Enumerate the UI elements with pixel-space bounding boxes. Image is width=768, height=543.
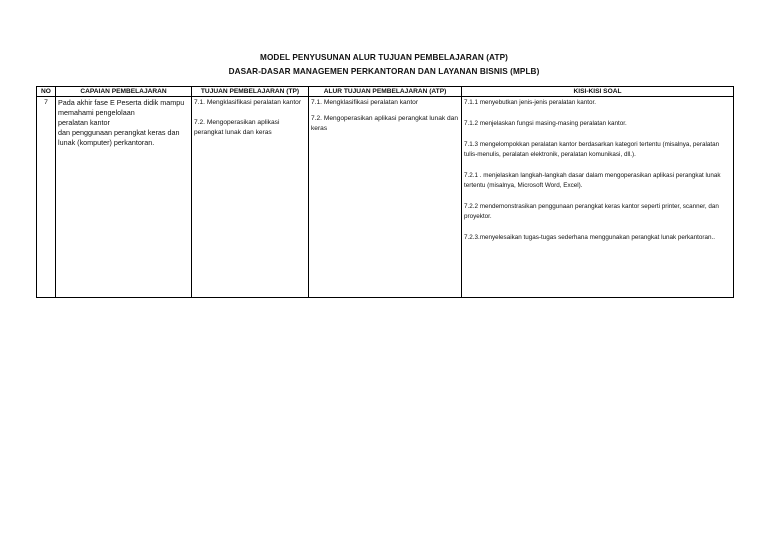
capaian-text-2: peralatan kantor xyxy=(58,118,110,127)
kisi-item-2: 7.1.2 menjelaskan fungsi masing-masing peralatan kantor. xyxy=(464,120,627,127)
cell-alur xyxy=(309,97,462,298)
cell-tujuan xyxy=(192,97,309,298)
table-row xyxy=(37,97,734,298)
tujuan-item-1: 7.1. Mengklasifikasi peralatan kantor xyxy=(194,99,302,106)
capaian-text-3: dan penggunaan perangkat keras dan lunak (komputer) perkantoran. xyxy=(58,128,180,147)
cell-no: 7 xyxy=(37,97,56,298)
tujuan-item-2: 7.2. Mengoperasikan aplikasi perangkat lunak dan keras xyxy=(194,119,280,136)
header-no: NO xyxy=(37,87,56,97)
kisi-item-3: 7.1.3 mengelompokkan peralatan kantor berdasarkan kategori tertentu (misalnya, peralatan tulis-menulis, peralatan elektronik, peralatan komunikasi, dll.). xyxy=(464,141,720,158)
header-alur: ALUR TUJUAN PEMBELAJARAN (ATP) xyxy=(309,87,462,97)
header-tujuan: TUJUAN PEMBELAJARAN (TP) xyxy=(192,87,309,97)
table-header-row xyxy=(37,87,734,97)
title-line-1: MODEL PENYUSUNAN ALUR TUJUAN PEMBELAJARAN (ATP) xyxy=(260,53,508,62)
atp-table xyxy=(36,86,734,298)
header-capaian: CAPAIAN PEMBELAJARAN xyxy=(56,87,192,97)
document-title xyxy=(0,51,768,79)
kisi-item-6: 7.2.3.menyelesaikan tugas-tugas sederhana menggunakan perangkat lunak perkantoran.. xyxy=(464,234,715,241)
cell-capaian xyxy=(56,97,192,298)
title-line-2: DASAR-DASAR MANAGEMEN PERKANTORAN DAN LAYANAN BISNIS (MPLB) xyxy=(228,67,540,76)
kisi-item-5: 7.2.2 mendemonstrasikan penggunaan perangkat keras kantor seperti printer, scanner, dan proyektor. xyxy=(464,203,719,220)
alur-item-2: 7.2. Mengoperasikan aplikasi perangkat lunak dan keras xyxy=(311,115,458,132)
kisi-item-4: 7.2.1 . menjelaskan langkah-langkah dasar dalam mengoperasikan aplikasi perangkat lunak tertentu (misalnya, Microsoft Word, Excel). xyxy=(464,172,721,189)
cell-kisi xyxy=(462,97,734,298)
capaian-text-1: Pada akhir fase E Peserta didik mampu memahami pengelolaan xyxy=(58,98,185,117)
header-kisi: KISI-KISI SOAL xyxy=(462,87,734,97)
kisi-item-1: 7.1.1 menyebutkan jenis-jenis peralatan kantor. xyxy=(464,99,596,106)
alur-item-1: 7.1. Mengklasifikasi peralatan kantor xyxy=(311,99,419,106)
